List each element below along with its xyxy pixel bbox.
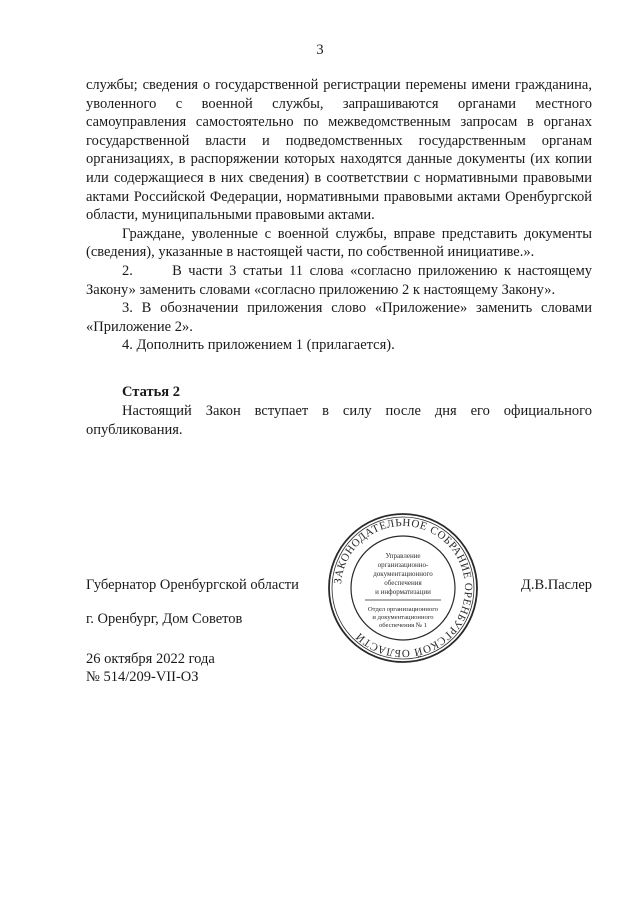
seal-bottom-line: обеспечения № 1 bbox=[378, 622, 428, 629]
seal-inner-line: и информатизации bbox=[375, 588, 431, 596]
law-number: № 514/209-VII-ОЗ bbox=[86, 669, 199, 685]
paragraph-item-4: 4. Дополнить приложением 1 (прилагается). bbox=[122, 337, 395, 354]
seal-bottom-line: Отдел организационного bbox=[367, 606, 439, 613]
document-body bbox=[86, 76, 596, 355]
paragraph-item-3: 3. В обозначении приложения слово «Приложение» заменить словами «Приложение 2». bbox=[86, 300, 592, 335]
governor-title: Губернатор Оренбургской области bbox=[86, 577, 299, 593]
article-heading: Статья 2 bbox=[122, 384, 180, 400]
seal-outer-text: ЗАКОНОДАТЕЛЬНОЕ СОБРАНИЕ ОРЕНБУРГСКОЙ ОБЛАСТИ bbox=[332, 516, 475, 660]
seal-bottom-line: и документационного bbox=[372, 614, 434, 621]
article-body bbox=[86, 402, 592, 439]
signing-place: г. Оренбург, Дом Советов bbox=[86, 611, 243, 627]
governor-name: Д.В.Паслер bbox=[520, 577, 592, 593]
article-text: Настоящий Закон вступает в силу после дня его официального опубликования. bbox=[86, 403, 592, 438]
seal-inner-line: документационного bbox=[373, 570, 433, 578]
signing-date: 26 октября 2022 года bbox=[86, 651, 215, 667]
seal-inner-line: организационно- bbox=[377, 561, 429, 569]
page-number: 3 bbox=[316, 42, 324, 58]
official-seal-icon bbox=[327, 512, 479, 664]
paragraph-citizens: Граждане, уволенные с военной службы, вправе представить документы (сведения), указанные в настоящей части, по собственной инициативе.». bbox=[86, 225, 592, 261]
paragraph-item-2: 2. В части 3 статьи 11 слова «согласно приложению к настоящему Закону» заменить словами «согласно приложению 2 к настоящему Закону». bbox=[86, 262, 596, 298]
seal-inner-line: обеспечения bbox=[384, 579, 422, 587]
paragraph-continuation: службы; сведения о государственной регистрации перемены имени гражданина, уволенного с военной службы, запрашиваются органами местного самоуправления самостоятельно по межведомственным запросам в органах государственной власти и подведомственных государственным органам организациях, в распоряжении которых находятся данные документы (их копии или содержащиеся в них сведения) в соответствии с нормативными правовыми актами Российской Федерации, нормативными правовыми актами Оренбургской области, муниципальными правовыми актами. bbox=[86, 77, 592, 224]
seal-inner-line: Управление bbox=[385, 552, 421, 560]
